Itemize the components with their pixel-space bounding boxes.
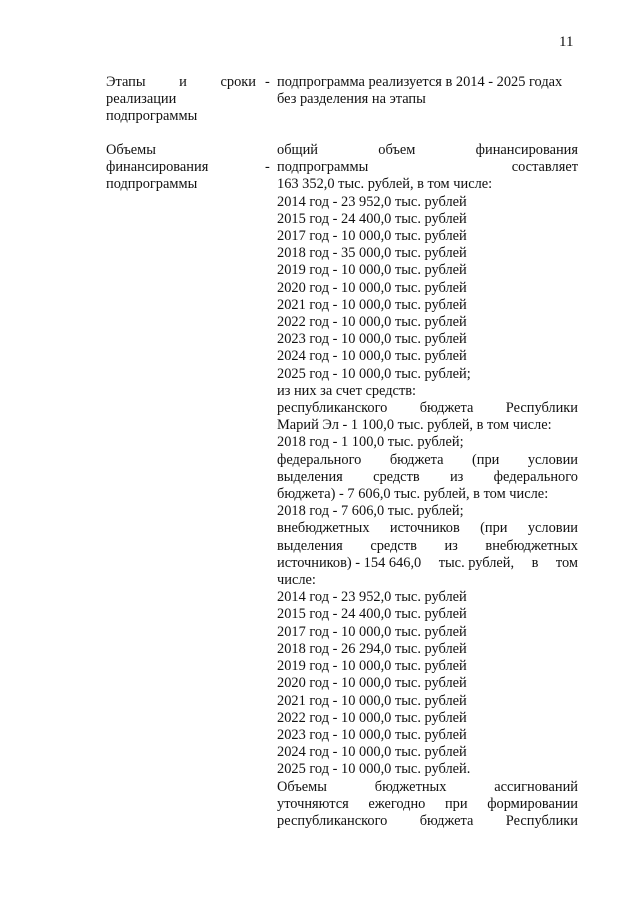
word: тыс. рублей, [438, 554, 515, 571]
word: республиканского [277, 400, 388, 417]
word: средств [373, 468, 420, 485]
year-line: 2023 год - 10 000,0 тыс. рублей [277, 726, 467, 743]
word: общий [277, 142, 319, 158]
stages-label [106, 74, 261, 126]
finance-label-line: финансирования [106, 159, 209, 176]
stages-label-first-line [106, 74, 256, 91]
republic-line: Марий Эл - 1 100,0 тыс. рублей, в том числе: [277, 417, 552, 434]
year-line: 2018 год - 35 000,0 тыс. рублей [277, 245, 467, 262]
label-word: сроки [220, 74, 256, 90]
word: федерального [277, 451, 362, 468]
year-line: 2017 год - 10 000,0 тыс. рублей [277, 228, 467, 245]
word: выделения [277, 537, 343, 554]
note-line [277, 779, 578, 796]
year-line: 2019 год - 10 000,0 тыс. рублей [277, 262, 467, 279]
label-word: Этапы [106, 74, 146, 90]
word: уточняются [277, 795, 349, 812]
year-line: 2014 год - 23 952,0 тыс. рублей [277, 589, 467, 606]
finance-label-line: Объемы [106, 142, 156, 158]
word: республиканского [277, 812, 388, 829]
word: объем [378, 142, 416, 158]
year-line: 2015 год - 24 400,0 тыс. рублей [277, 606, 467, 623]
stages-label-line: реализации [106, 91, 177, 108]
word: федерального [493, 468, 578, 485]
label-word: и [179, 74, 187, 90]
word: средств [370, 537, 417, 554]
year-line: 2021 год - 10 000,0 тыс. рублей [277, 692, 467, 709]
note-line [277, 796, 578, 813]
word: формировании [487, 795, 578, 812]
word: ассигнований [494, 778, 578, 795]
sources-line: из них за счет средств: [277, 382, 417, 399]
year-line: 2020 год - 10 000,0 тыс. рублей [277, 675, 467, 692]
finance-total-line: 163 352,0 тыс. рублей, в том числе: [277, 176, 493, 193]
stages-content-line: без разделения на этапы [277, 91, 426, 108]
federal-line [277, 452, 578, 469]
offbudget-line [277, 538, 578, 555]
year-line: 2024 год - 10 000,0 тыс. рублей [277, 348, 467, 365]
year-line: 2020 год - 10 000,0 тыс. рублей [277, 279, 467, 296]
offbudget-line [277, 520, 578, 537]
stages-label-line: подпрограммы [106, 108, 198, 125]
word: бюджета [419, 812, 474, 829]
federal-line: бюджета) - 7 606,0 тыс. рублей, в том числе: [277, 486, 549, 503]
year-line: 2025 год - 10 000,0 тыс. рублей; [277, 365, 471, 382]
word: ежегодно [368, 795, 426, 812]
year-line: 2014 год - 23 952,0 тыс. рублей [277, 193, 467, 210]
finance-content [277, 142, 578, 830]
year-line: 2015 год - 24 400,0 тыс. рублей [277, 210, 467, 227]
years-offbudget-list [277, 589, 578, 778]
year-line: 2021 год - 10 000,0 тыс. рублей [277, 296, 467, 313]
word: том [555, 554, 578, 571]
year-line: 2022 год - 10 000,0 тыс. рублей [277, 314, 467, 331]
word: внебюджетных [277, 520, 370, 537]
years-total-list [277, 194, 578, 383]
stages-content-line: подпрограмма реализуется в 2014 - 2025 годах [277, 74, 563, 90]
word: источников) - 154 646,0 [277, 554, 422, 571]
finance-intro-line [277, 142, 578, 159]
word: условии [527, 520, 578, 537]
offbudget-line: числе: [277, 572, 316, 589]
finance-intro-line [277, 159, 578, 176]
word: бюджетных [374, 778, 447, 795]
finance-label-line: подпрограммы [106, 176, 198, 193]
page-number: 11 [559, 34, 574, 50]
word: (при [480, 520, 508, 537]
note-line [277, 813, 578, 830]
finance-dash: - [265, 159, 270, 176]
word: из [449, 468, 464, 485]
stages-content [277, 74, 578, 108]
federal-year-line: 2018 год - 7 606,0 тыс. рублей; [277, 503, 464, 520]
year-line: 2017 год - 10 000,0 тыс. рублей [277, 623, 467, 640]
word: в [531, 554, 539, 571]
word: Республики [505, 400, 578, 417]
federal-line [277, 469, 578, 486]
year-line: 2024 год - 10 000,0 тыс. рублей [277, 744, 467, 761]
year-line: 2023 год - 10 000,0 тыс. рублей [277, 331, 467, 348]
word: Объемы [277, 778, 327, 795]
word: внебюджетных [485, 537, 578, 554]
word: составляет [511, 159, 578, 176]
word: подпрограммы [277, 159, 369, 176]
republic-year-line: 2018 год - 1 100,0 тыс. рублей; [277, 434, 464, 451]
word: источников [389, 520, 460, 537]
year-line: 2022 год - 10 000,0 тыс. рублей [277, 709, 467, 726]
year-line: 2019 год - 10 000,0 тыс. рублей [277, 658, 467, 675]
word: Республики [505, 812, 578, 829]
word: при [444, 795, 468, 812]
year-line: 2018 год - 26 294,0 тыс. рублей [277, 640, 467, 657]
republic-line [277, 400, 578, 417]
word: условии [527, 451, 578, 468]
offbudget-line [277, 555, 578, 572]
word: бюджета [389, 451, 444, 468]
year-line: 2025 год - 10 000,0 тыс. рублей. [277, 761, 471, 778]
finance-label [106, 142, 261, 194]
word: финансирования [475, 142, 578, 158]
word: выделения [277, 468, 343, 485]
word: бюджета [419, 400, 474, 417]
stages-dash: - [265, 74, 270, 90]
word: (при [471, 451, 500, 468]
word: из [444, 537, 458, 554]
